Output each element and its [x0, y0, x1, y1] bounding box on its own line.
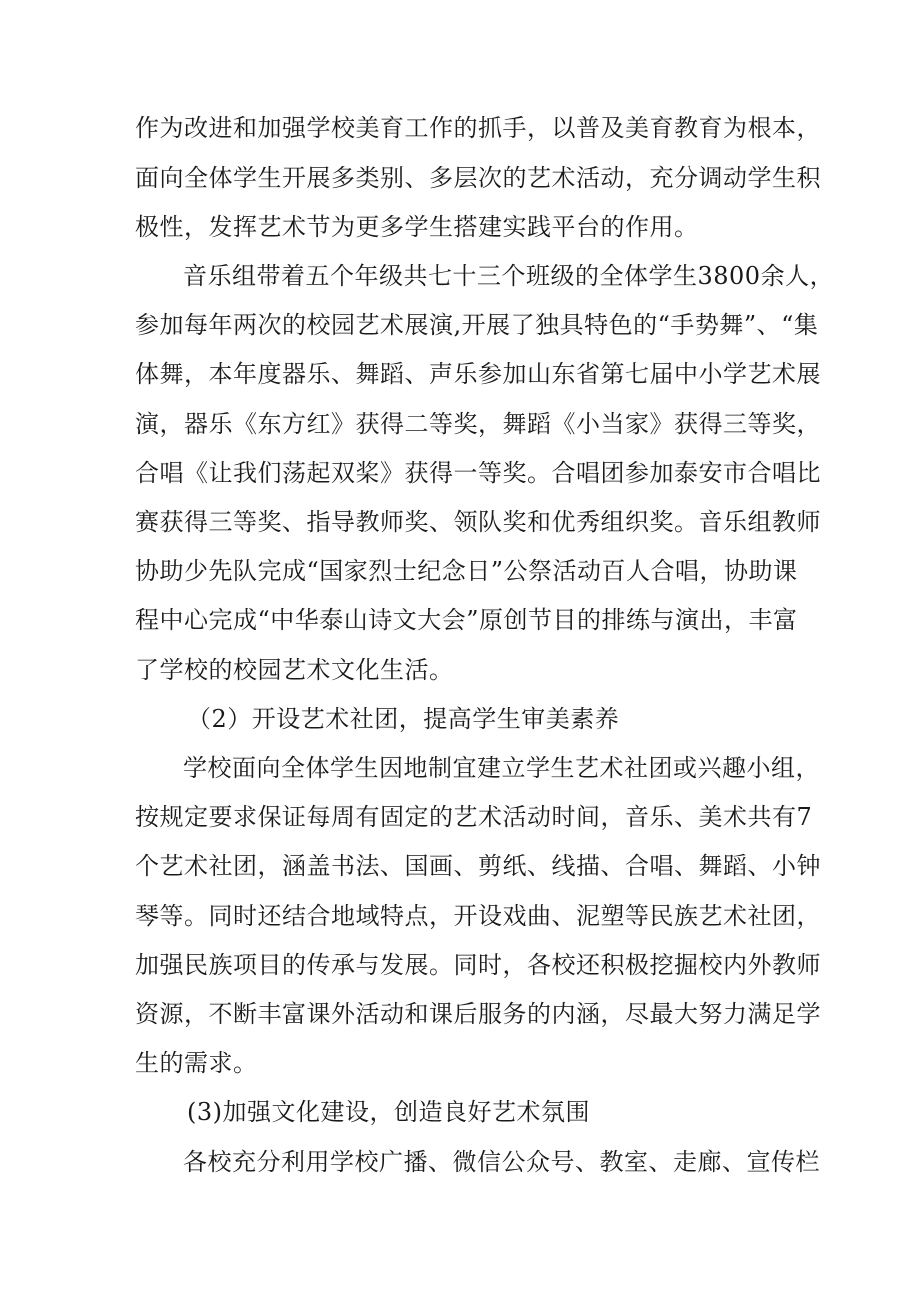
text-line-11: 程中心完成“中华泰山诗文大会”原创节目的排练与演出，丰富: [135, 606, 798, 634]
text-line-5: 参加每年两次的校园艺术展演,开展了独具特色的“手势舞”、“集: [135, 311, 819, 339]
text-line-7: 演，器乐《东方红》获得二等奖，舞蹈《小当家》获得三等奖，: [135, 410, 821, 438]
text-line-14: 学校面向全体学生因地制宜建立学生艺术社团或兴趣小组，: [183, 754, 820, 782]
text-line-17: 琴等。同时还结合地域特点，开设戏曲、泥塑等民族艺术社团，: [135, 902, 821, 930]
text-line-12: 了学校的校园艺术文化生活。: [135, 656, 454, 684]
text-line-8: 合唱《让我们荡起双桨》获得一等奖。合唱团参加泰安市合唱比: [135, 459, 821, 487]
section-heading-2: （2）开设艺术社团，提高学生审美素养: [187, 705, 620, 733]
text-line-3: 极性，发挥艺术节为更多学生搭建实践平台的作用。: [135, 213, 699, 241]
text-line-18: 加强民族项目的传承与发展。同时，各校还积极挖掘校内外教师: [135, 951, 821, 979]
text-line-2: 面向全体学生开展多类别、多层次的艺术活动，充分调动学生积: [135, 164, 821, 192]
section-heading-3: (3)加强文化建设，创造良好艺术氛围: [187, 1098, 590, 1126]
text-line-20: 生的需求。: [135, 1049, 258, 1077]
text-line-15: 按规定要求保证每周有固定的艺术活动时间，音乐、美术共有7: [135, 803, 813, 831]
text-line-4: 音乐组带着五个年级共七十三个班级的全体学生3800余人，: [183, 262, 835, 290]
text-line-6: 体舞，本年度器乐、舞蹈、声乐参加山东省第七届中小学艺术展: [135, 360, 821, 388]
text-line-10: 协助少先队完成“国家烈士纪念日”公祭活动百人合唱，协助课: [135, 557, 798, 585]
text-line-19: 资源，不断丰富课外活动和课后服务的内涵，尽最大努力满足学: [135, 1000, 821, 1028]
text-line-22: 各校充分利用学校广播、微信公众号、教室、走廊、宣传栏: [183, 1148, 820, 1176]
text-line-1: 作为改进和加强学校美育工作的抓手，以普及美育教育为根本，: [135, 114, 821, 142]
text-line-9: 赛获得三等奖、指导教师奖、领队奖和优秀组织奖。音乐组教师: [135, 508, 821, 536]
text-line-16: 个艺术社团，涵盖书法、国画、剪纸、线描、合唱、舞蹈、小钟: [135, 852, 821, 880]
